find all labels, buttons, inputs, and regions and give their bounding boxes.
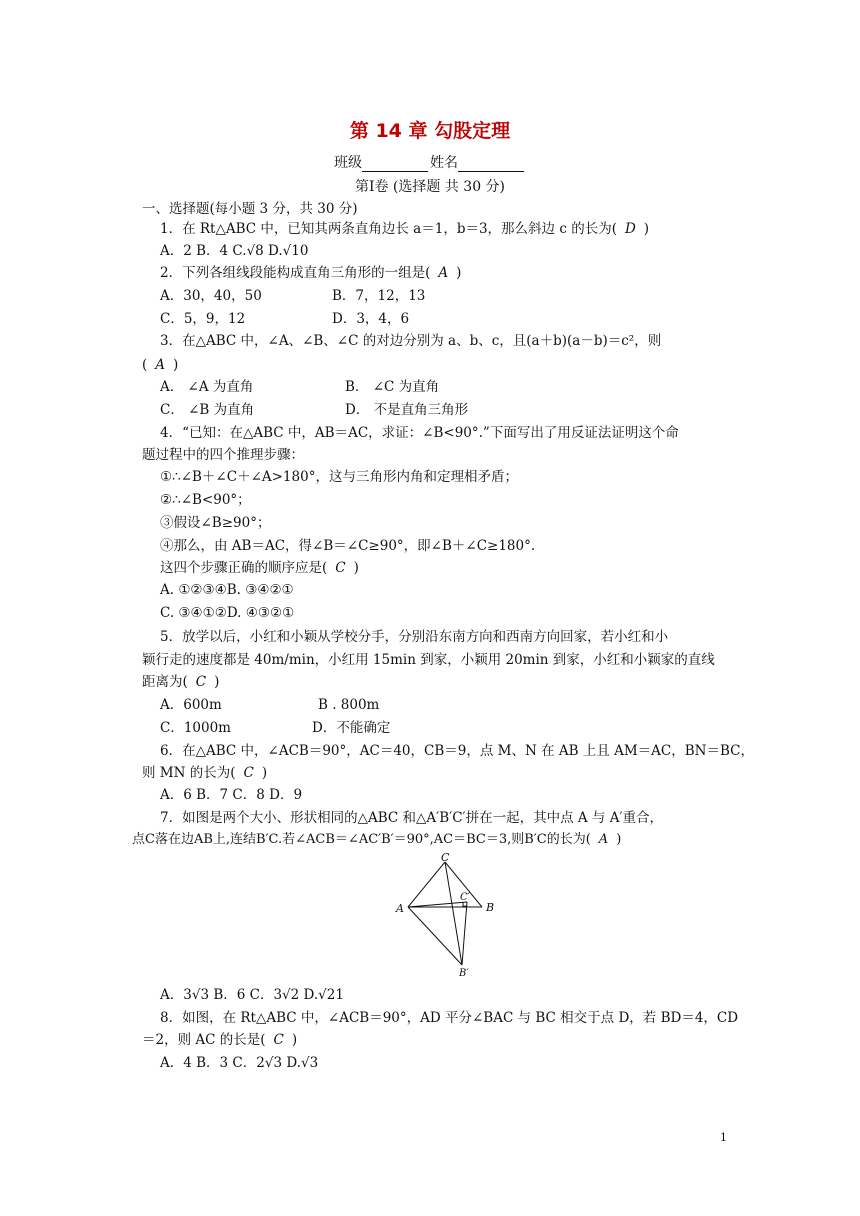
name-label: 姓名 xyxy=(430,155,458,171)
question-3-answer-line: ( A ) xyxy=(142,357,179,373)
question-8: 8．如图，在 Rt△ABC 中，∠ACB＝90°，AD 平分∠BAC 与 BC 相交于点 D，若 BD＝4，CD xyxy=(160,1010,739,1026)
answer-1: D xyxy=(624,221,636,237)
name-blank xyxy=(458,157,524,172)
label-a: A xyxy=(396,902,404,915)
question-6-ask: 则 MN 的长为( C ) xyxy=(142,765,268,781)
question-5: 5．放学以后，小红和小颖从学校分手，分别沿东南方向和西南方向回家，若小红和小 xyxy=(160,629,669,645)
q3-option-b: B． ∠C 为直角 xyxy=(345,379,440,395)
edge-ac-prime xyxy=(408,902,467,907)
q2-option-c: C．5，9，12 xyxy=(160,311,246,327)
q2-option-d: D．3，4，6 xyxy=(332,311,410,327)
q4-step-4: ④那么，由 AB＝AC，得∠B＝∠C≥90°，即∠B＋∠C≥180°. xyxy=(160,538,536,554)
label-b-prime: B′ xyxy=(459,968,469,979)
q4-step-1: ①∴∠B＋∠C＋∠A>180°，这与三角形内角和定理相矛盾； xyxy=(160,469,518,485)
answer-6: C xyxy=(243,765,254,781)
q2-option-b: B．7，12，13 xyxy=(332,288,426,304)
q2-option-a: A．30，40，50 xyxy=(160,288,262,304)
question-7: 7．如图是两个大小、形状相同的△ABC 和△A′B′C′拼在一起，其中点 A 与 A′重合， xyxy=(160,810,664,826)
answer-7: A xyxy=(598,832,609,847)
q3-option-c: C． ∠B 为直角 xyxy=(160,402,255,418)
q4-options-cd: C. ③④①②D. ④③②① xyxy=(160,605,295,621)
q4-ask: 这四个步骤正确的顺序应是( C ) xyxy=(160,560,359,576)
answer-2: A xyxy=(438,265,449,281)
page-title: 第 14 章 勾股定理 xyxy=(349,120,511,142)
question-2: 2．下列各组线段能构成直角三角形的一组是( A ) xyxy=(160,265,462,281)
label-c-prime: C′ xyxy=(460,892,470,903)
q4-step-3: ③假设∠B≥90°； xyxy=(160,515,271,531)
question-7-cont: 点C落在边AB上,连结B′C.若∠ACB＝∠AC′B′＝90°,AC＝BC＝3,则B′C的长为( A ) xyxy=(132,832,622,847)
answer-8: C xyxy=(273,1032,284,1048)
q3-option-a: A． ∠A 为直角 xyxy=(160,379,254,395)
q7-options: A．3√3 B．6 C．3√2 D.√21 xyxy=(160,987,344,1003)
question-5-ask: 距离为( C ) xyxy=(142,674,220,690)
q7-figure xyxy=(390,852,510,982)
answer-3: A xyxy=(155,357,166,373)
class-name-line xyxy=(0,152,860,172)
part-heading: 一、选择题(每小题 3 分，共 30 分) xyxy=(142,201,358,217)
q5-option-a: A．600m xyxy=(160,697,222,713)
class-blank xyxy=(362,157,428,172)
question-1: 1．在 Rt△ABC 中，已知其两条直角边长 a＝1，b＝3，那么斜边 c 的长为( D ) xyxy=(160,221,650,237)
label-b: B xyxy=(486,901,495,914)
q5-option-b: B . 800m xyxy=(318,697,380,713)
question-5-cont: 颖行走的速度都是 40m/min，小红用 15min 到家，小颖用 20min 到家，小红和小颖家的直线 xyxy=(142,652,715,668)
question-8-ask: ＝2，则 AC 的长是( C ) xyxy=(142,1032,298,1048)
edge-cprime-bprime xyxy=(462,902,467,965)
q5-option-d: D．不能确定 xyxy=(312,720,391,736)
q4-step-2: ②∴∠B<90°； xyxy=(160,492,251,508)
page-number: 1 xyxy=(720,1131,727,1144)
q6-options: A．6 B．7 C．8 D．9 xyxy=(160,787,303,803)
class-label: 班级 xyxy=(334,155,362,171)
answer-5: C xyxy=(195,674,207,690)
q5-option-c: C．1000m xyxy=(160,720,231,736)
question-3: 3．在△ABC 中，∠A、∠B、∠C 的对边分别为 a、b、c，且(a＋b)(a－b)＝c²，则 xyxy=(160,333,662,349)
question-4: 4．“已知：在△ABC 中，AB＝AC，求证：∠B<90°.”下面写出了用反证法证明这个命 xyxy=(160,425,679,441)
question-4-cont: 题过程中的四个推理步骤： xyxy=(142,447,304,463)
q1-options: A．2 B．4 C.√8 D.√10 xyxy=(160,243,309,259)
q4-options-ab: A. ①②③④B. ③④②① xyxy=(160,582,294,598)
answer-4: C xyxy=(335,560,346,576)
q8-options: A．4 B．3 C．2√3 D.√3 xyxy=(160,1055,319,1071)
edge-ca xyxy=(408,862,445,907)
question-6: 6．在△ABC 中，∠ACB＝90°，AC＝40，CB＝9，点 M、N 在 AB 上且 AM＝AC，BN＝BC， xyxy=(160,743,754,759)
label-c: C xyxy=(441,852,450,864)
section-heading: 第Ⅰ卷 (选择题 共 30 分) xyxy=(354,179,506,195)
q3-option-d: D． 不是直角三角形 xyxy=(345,402,469,418)
